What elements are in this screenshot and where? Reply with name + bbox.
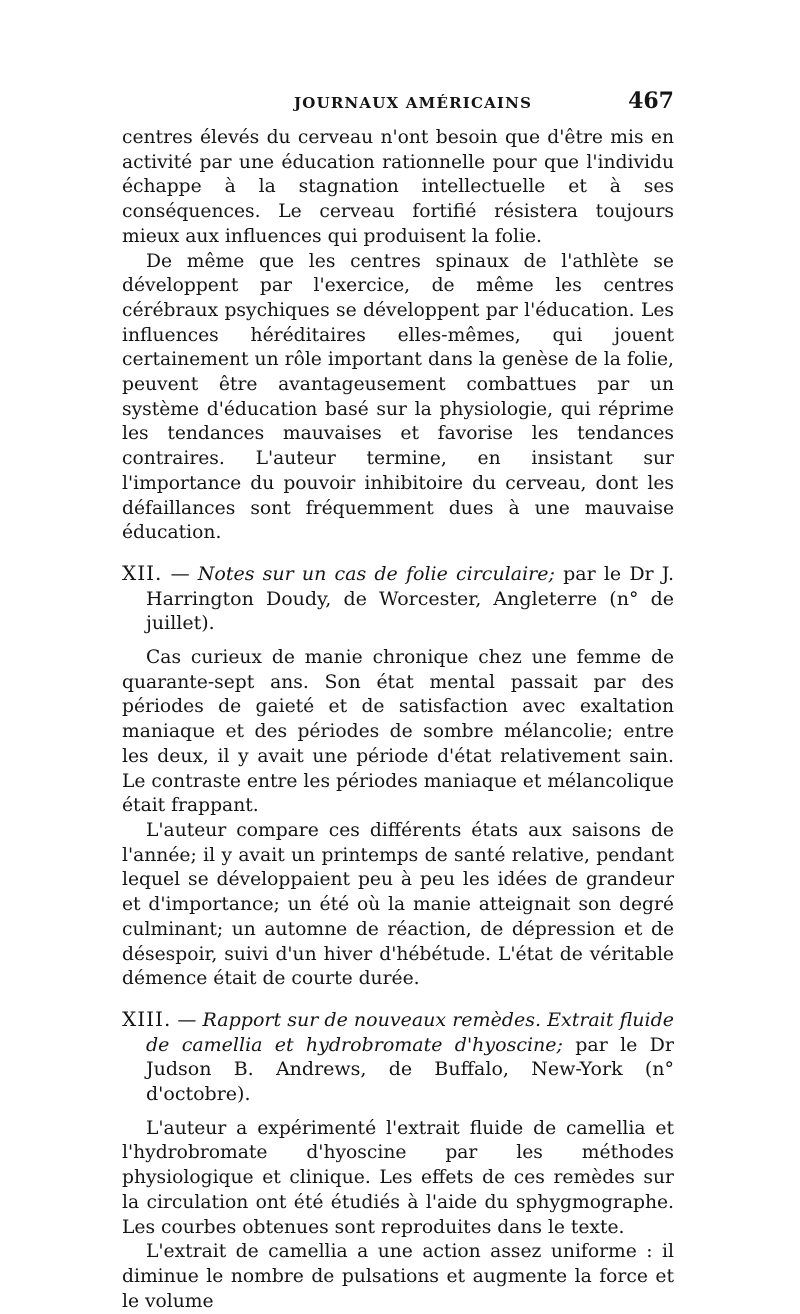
paragraph: De même que les centres spinaux de l'athlète se développent par l'exercice, de même les centres cérébraux psychiques se développent par l'éducation. Les influences héréditaires elles-mêmes, qui jouent certainement un rôle important dans la genèse de la folie, peuvent être avantageusement combattues par un système d'éducation basé sur la physiologie, qui réprime les tendances mauvaises et favorise les tendances contraires. L'auteur termine, en insistant sur l'importance du pouvoir inhibitoire du cerveau, dont les défaillances sont fréquemment dues à une mauvaise éducation.	[122, 250, 674, 544]
section-heading-xiii	[122, 1007, 674, 1107]
section-byline: par le Dr Judson B. Andrews, de Buffalo, New-York (n° d'octobre).	[146, 1033, 675, 1106]
paragraph: L'auteur compare ces différents états aux saisons de l'année; il y avait un printemps de santé relative, pendant lequel se développaient peu à peu les idées de grandeur et d'importance; un été où la manie atteignait son degré culminant; un automne de réaction, de dépression et de désespoir, suivi d'un hiver d'hébétude. L'état de véritable démence était de courte durée.	[122, 819, 674, 990]
paragraph: centres élevés du cerveau n'ont besoin que d'être mis en activité par une éducation rationnelle pour que l'individu échappe à la stagnation intellectuelle et à ses conséquences. Le cerveau fortifié résistera toujours mieux aux influences qui produisent la folie.	[122, 127, 674, 247]
section-dash: —	[171, 1008, 203, 1031]
paragraph: Cas curieux de manie chronique chez une femme de quarante-sept ans. Son état mental passait par des périodes de gaieté et de satisfaction avec exaltation maniaque et des périodes de sombre mélancolie; entre les deux, il y avait une période d'état relativement sain. Le contraste entre les périodes maniaque et mélancolique était frappant.	[122, 647, 674, 817]
body-text	[122, 126, 674, 1314]
section-title: Notes sur un cas de folie circulaire;	[197, 562, 555, 585]
section-numeral: XIII.	[122, 1006, 172, 1031]
paragraph: L'extrait de camellia a une action assez uniforme : il diminue le nombre de pulsations et augmente la force et le volume	[122, 1241, 674, 1312]
paragraph: L'auteur a expérimenté l'extrait fluide de camellia et l'hydrobromate d'hyoscine par les méthodes physiologique et clinique. Les effets de ces remèdes sur la circulation ont été étudiés à l'aide du sphygmographe. Les courbes obtenues sont reproduites dans le texte.	[122, 1117, 674, 1238]
running-title: JOURNAUX AMÉRICAINS	[294, 94, 533, 112]
page-header	[122, 88, 674, 118]
section-dash: —	[162, 562, 198, 585]
section-numeral: XII.	[122, 560, 163, 585]
page-number: 467	[628, 88, 674, 114]
section-title: Rapport sur de nouveaux remèdes. Extrait fluide de camellia et hydrobromate d'hyoscine;	[146, 1008, 674, 1056]
section-heading-xii	[122, 561, 674, 636]
section-byline: par le Dr J. Harrington Doudy, de Worcester, Angleterre (n° de juillet).	[146, 562, 674, 635]
